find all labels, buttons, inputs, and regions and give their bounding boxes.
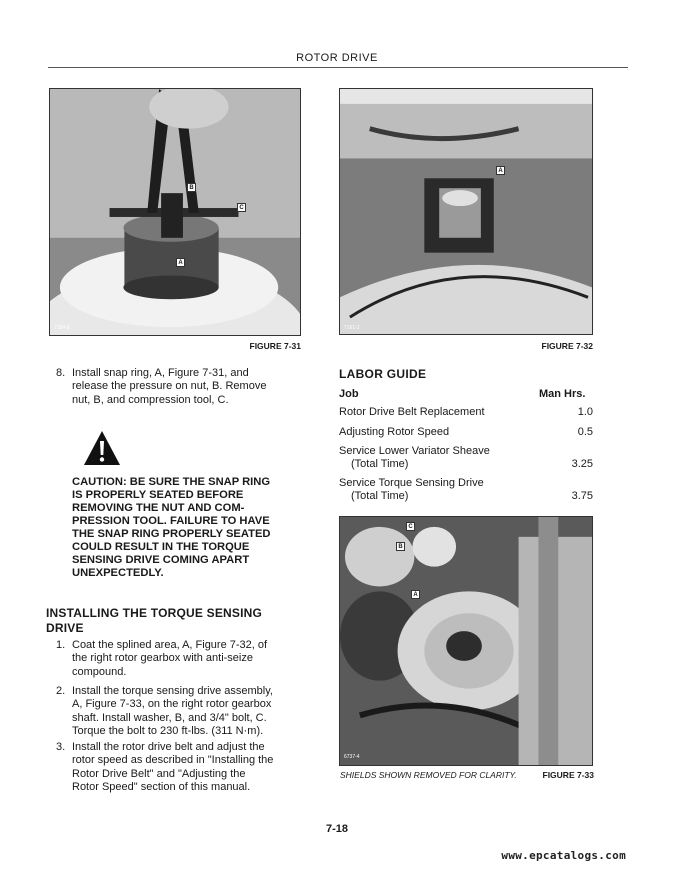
labor-hrs: 0.5: [577, 426, 593, 438]
figure-7-31-photo: [49, 88, 301, 336]
callout-c: C: [406, 522, 415, 531]
step-3: [56, 741, 306, 797]
labor-job: Adjusting Rotor Speed: [339, 426, 450, 438]
figure-7-31-caption: FIGURE 7-31: [249, 341, 301, 351]
labor-row: [339, 406, 593, 420]
step-1: [56, 639, 306, 681]
caution-line: THE SNAP RING PROPERLY SEATED: [72, 528, 271, 540]
figure-7-31-code: 7164-8: [54, 325, 70, 331]
step-line: Install snap ring, A, Figure 7-31, and: [72, 367, 249, 379]
labor-row: [339, 426, 593, 440]
page-number: 7-18: [325, 823, 349, 835]
page-header-title: ROTOR DRIVE: [296, 52, 378, 64]
section-heading: [46, 606, 306, 636]
figure-7-33-caption: [340, 770, 594, 780]
figure-7-33-code: 6737-4: [344, 754, 360, 760]
step-line: nut, B, and compression tool, C.: [72, 393, 229, 406]
labor-hrs: 1.0: [577, 406, 593, 418]
step-line: the right rotor gearbox with anti-seize: [72, 652, 253, 665]
labor-row: [339, 445, 593, 473]
caution-line: COULD RESULT IN THE TORQUE: [72, 541, 250, 553]
callout-a: A: [411, 590, 420, 599]
callout-a: A: [176, 258, 185, 267]
labor-job-note: (Total Time): [351, 458, 409, 470]
caution-line: UNEXPECTEDLY.: [72, 567, 164, 579]
warning-triangle-icon: [83, 430, 121, 466]
callout-a: A: [496, 166, 505, 175]
labor-job: Service Lower Variator Sheave: [339, 445, 490, 457]
step-number: 1.: [56, 639, 66, 651]
labor-job-note: (Total Time): [351, 490, 409, 502]
step-line: Install the torque sensing drive assembly,: [72, 685, 273, 697]
caution-line: SENSING DRIVE COMING APART: [72, 554, 250, 566]
step-line: shaft. Install washer, B, and 3/4" bolt, C.: [72, 711, 267, 724]
caution-line: CAUTION: BE SURE THE SNAP RING: [72, 476, 271, 488]
step-line: Torque the bolt to 230 ft-lbs. (311 N·m).: [72, 725, 264, 738]
labor-guide-title: LABOR GUIDE: [339, 367, 427, 381]
heading-line: DRIVE: [46, 621, 84, 635]
figure-7-32-code: 7161-2: [344, 325, 360, 331]
step-line: compound.: [72, 665, 127, 678]
watermark: www.epcatalogs.com: [501, 849, 626, 862]
step-line: A, Figure 7-33, on the right rotor gearbox: [72, 698, 272, 711]
step-line: Install the rotor drive belt and adjust the: [72, 741, 265, 753]
figure-7-33-label: FIGURE 7-33: [542, 770, 594, 780]
labor-hrs: 3.75: [571, 490, 593, 502]
heading-line: INSTALLING THE TORQUE SENSING: [46, 606, 263, 620]
caution-text: [72, 476, 304, 580]
callout-b: B: [396, 542, 405, 551]
figure-7-33-note: SHIELDS SHOWN REMOVED FOR CLARITY.: [340, 770, 517, 780]
callout-b: B: [187, 183, 196, 192]
caution-line: IS PROPERLY SEATED BEFORE: [72, 489, 244, 501]
figure-7-33-photo: [339, 516, 593, 766]
step-number: 8.: [56, 367, 66, 379]
step-line: Rotor Drive Belt" and "Adjusting the: [72, 767, 246, 780]
step-line: Coat the splined area, A, Figure 7-32, of: [72, 639, 268, 651]
labor-col-hrs: Man Hrs.: [539, 388, 586, 400]
step-line: rotor speed as described in "Installing the: [72, 754, 274, 767]
caution-line: PRESSION TOOL. FAILURE TO HAVE: [72, 515, 270, 527]
labor-job: Service Torque Sensing Drive: [339, 477, 484, 489]
step-number: 3.: [56, 741, 66, 753]
caution-line: REMOVING THE NUT AND COM-: [72, 502, 245, 514]
step-number: 2.: [56, 685, 66, 697]
labor-col-job: Job: [339, 388, 359, 400]
step-2: [56, 685, 306, 741]
labor-job: Rotor Drive Belt Replacement: [339, 406, 485, 418]
step-line: Rotor Speed" section of this manual.: [72, 781, 251, 794]
header-rule: [48, 67, 628, 68]
labor-row: [339, 477, 593, 505]
step-line: release the pressure on nut, B. Remove: [72, 380, 267, 393]
figure-7-32-photo: [339, 88, 593, 335]
step-8: [56, 367, 306, 407]
callout-c: C: [237, 203, 246, 212]
labor-hrs: 3.25: [571, 458, 593, 470]
figure-7-32-caption: FIGURE 7-32: [541, 341, 593, 351]
